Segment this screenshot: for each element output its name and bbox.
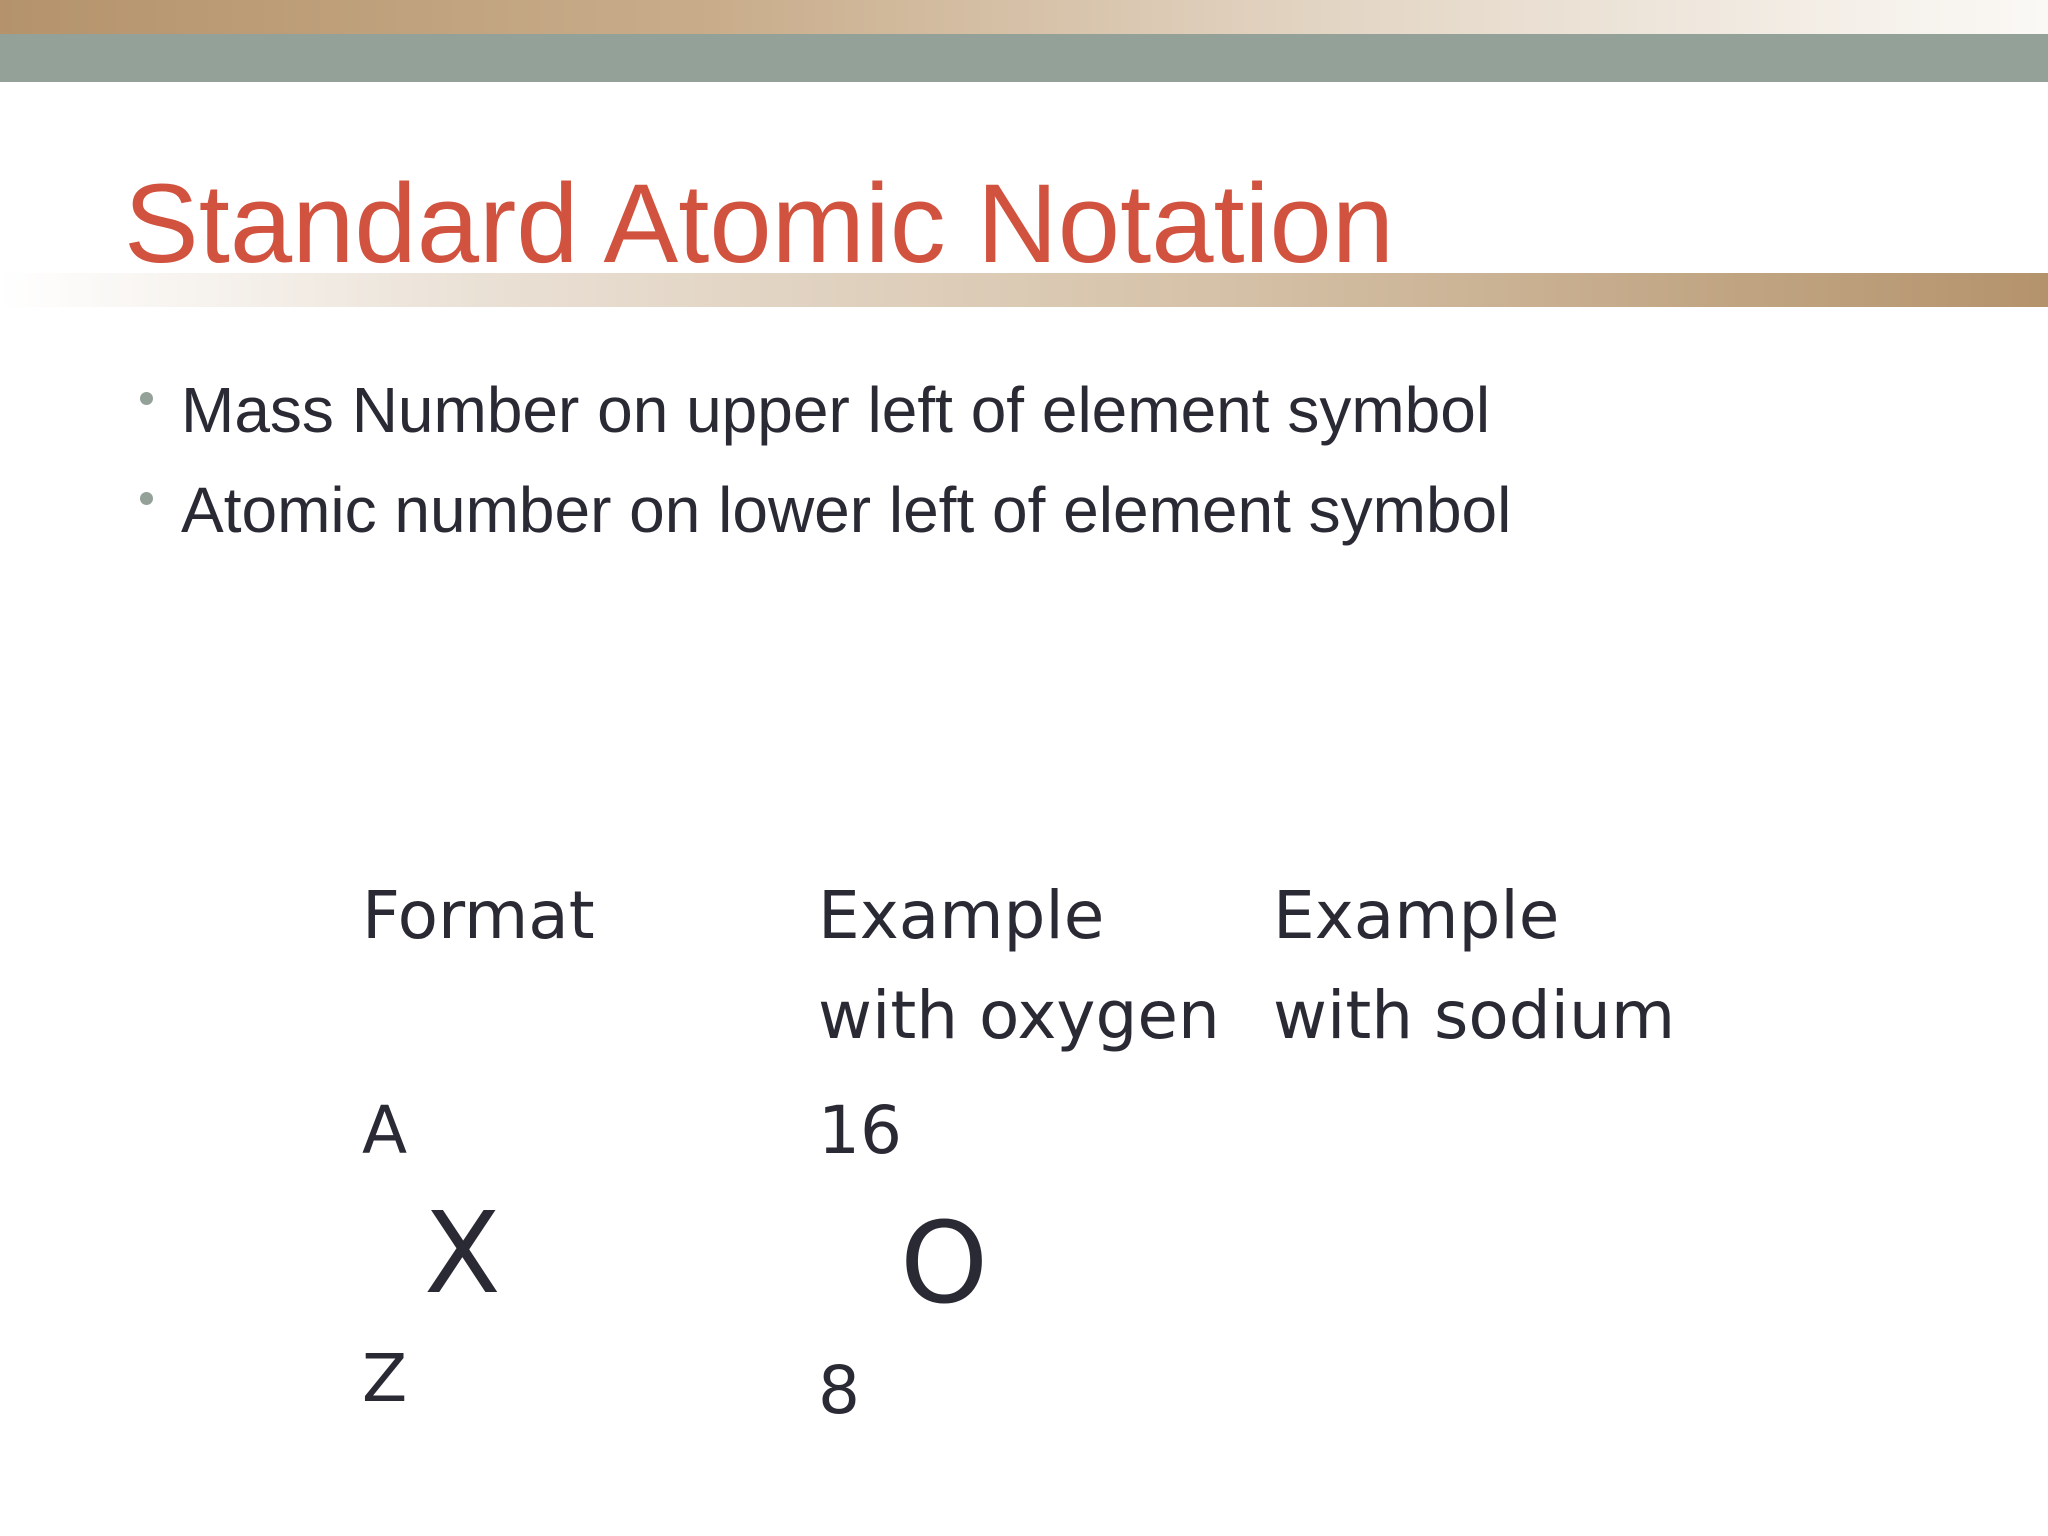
bullet-text: Atomic number on lower left of element symbol: [181, 474, 1512, 546]
oxygen-atomic-number: 8: [818, 1352, 860, 1429]
bullet-text: Mass Number on upper left of element symbol: [181, 374, 1491, 446]
oxygen-column-header-line2: with oxygen: [818, 977, 1220, 1054]
sodium-column-header-line1: Example: [1273, 877, 1560, 954]
format-atomic-number: Z: [362, 1340, 408, 1417]
top-gray-band: [0, 34, 2048, 82]
format-element-symbol: X: [424, 1189, 501, 1319]
bullet-item-mass-number: [140, 360, 1511, 460]
bullet-item-atomic-number: [140, 460, 1511, 560]
slide-title: Standard Atomic Notation: [124, 161, 1395, 286]
top-gradient-band: [0, 0, 2048, 34]
oxygen-column-header-line1: Example: [818, 877, 1105, 954]
format-column-header: Format: [362, 877, 595, 954]
bullet-dot-icon: [140, 492, 153, 505]
bullet-list: [140, 360, 1511, 560]
sodium-column-header-line2: with sodium: [1273, 977, 1676, 1054]
format-mass-number: A: [362, 1092, 408, 1169]
oxygen-element-symbol: O: [900, 1199, 989, 1329]
oxygen-mass-number: 16: [818, 1092, 902, 1169]
bullet-dot-icon: [140, 392, 153, 405]
